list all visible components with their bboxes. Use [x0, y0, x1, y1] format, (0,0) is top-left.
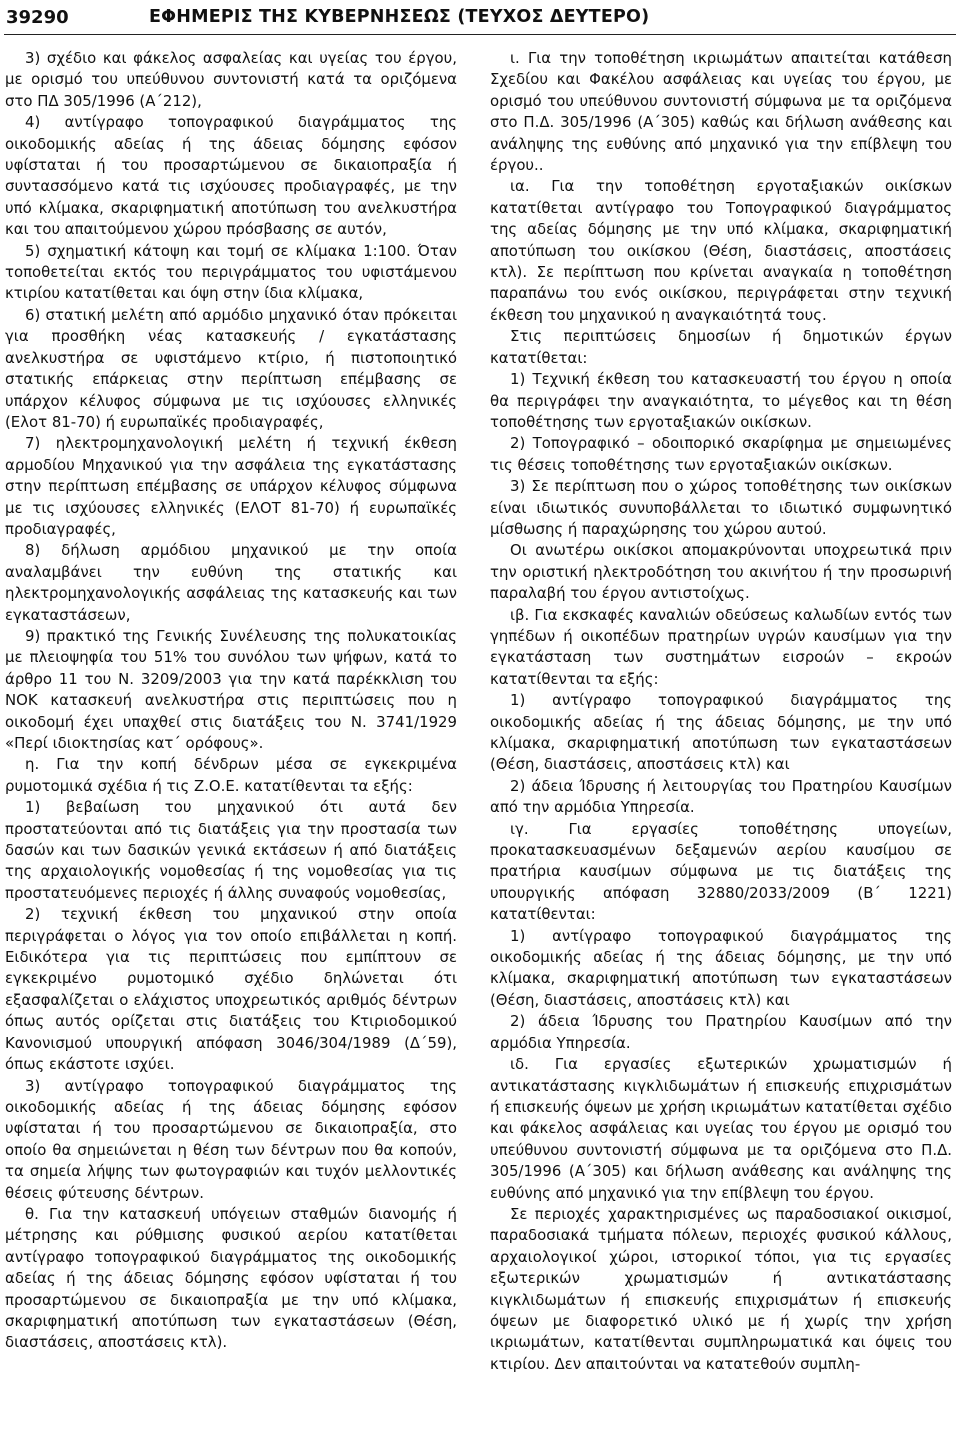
paragraph: 3) αντίγραφο τοπογραφικού διαγράμματος της οικοδομικής αδείας ή της άδειας δόμησης εφόσον υφίσταται ή του προσαρτώμενου σε δικαιοπραξία, στο οποίο θα σημειώνεται η θέση των δέντρων που θα κοπούν, τα σημεία λήψης των φωτογραφιών και τυχόν μελλοντικές θέσεις φύτευσης δέντρων. [5, 1076, 457, 1202]
paragraph: 5) σχηματική κάτοψη και τομή σε κλίμακα 1:100. Όταν τοποθετείται εκτός του περιγράμματος του υφιστάμενου κτιρίου κατατίθεται και όψη στην ίδια κλίμακα, [5, 241, 457, 303]
paragraph: Σε περιοχές χαρακτηρισμένες ως παραδοσιακοί οικισμοί, παραδοσιακά τμήματα πόλεων, περιοχές φυσικού κάλλους, αρχαιολογικοί χώροι, ιστορικοί τόποι, για τις εργασίες εξωτερικών χρωματισμών ή αντικατάστασης κιγκλιδωμάτων ή επισκευής επιχρισμάτων ή επισκευής όψεων με διαφορετικό υλικό με ή χωρίς την χρήση ικριωμάτων, κατατίθενται συμπληρωματικά και όψεις του κτιρίου. Δεν απαιτούνται να κατατεθούν συμπλη- [490, 1204, 952, 1373]
header-rule [4, 34, 956, 35]
paragraph: 1) Τεχνική έκθεση του κατασκευαστή του έργου η οποία θα περιγράφει την αναγκαιότητα, το μέγεθος και τη θέση τοποθέτησης των εργοταξιακών οικίσκων. [490, 370, 952, 431]
page-number: 39290 [6, 6, 69, 28]
right-column [490, 48, 952, 1375]
paragraph: 3) σχέδιο και φάκελος ασφαλείας και υγείας του έργου, με ορισμό του υπεύθυνου συντονιστή κατά τα οριζόμενα στο ΠΔ 305/1996 (Α΄212), [5, 49, 457, 110]
paragraph: Οι ανωτέρω οικίσκοι απομακρύνονται υποχρεωτικά πριν την οριστική ηλεκτροδότηση του ακινήτου ή την προσωρινή παραλαβή του έργου αντιστοίχως. [490, 541, 952, 603]
running-title: ΕΦΗΜΕΡΙΣ ΤΗΣ ΚΥΒΕΡΝΗΣΕΩΣ (ΤΕΥΧΟΣ ΔΕΥΤΕΡΟ) [149, 7, 650, 27]
paragraph: Στις περιπτώσεις δημοσίων ή δημοτικών έργων κατατίθεται: [490, 327, 952, 367]
paragraph: θ. Για την κατασκευή υπόγειων σταθμών διανομής ή μέτρησης και ρύθμισης φυσικού αερίου κατατίθεται αντίγραφο τοπογραφικού διαγράμματος της οικοδομικής αδείας ή της άδειας δόμησης εφόσον υφίσταται ή του προσαρτώμενου σε δικαιοπραξία με την υπό κλίμακα, σκαριφηματική αποτύπωση των εγκαταστάσεων (Θέση, διαστάσεις, αποστάσεις κτλ). [5, 1204, 457, 1352]
left-column [5, 48, 457, 1354]
paragraph: ιβ. Για εκσκαφές καναλιών οδεύσεως καλωδίων εντός των γηπέδων ή οικοπέδων πρατηρίων υγρών καυσίμων για την εγκατάσταση των συστημάτων εισροών – εκροών κατατίθενται τα εξής: [490, 605, 952, 688]
paragraph: 3) Σε περίπτωση που ο χώρος τοποθέτησης των οικίσκων είναι ιδιωτικός συνυποβάλλεται το ιδιωτικό συμφωνητικό μίσθωσης ή παραχώρησης του χώρου αυτού. [490, 477, 952, 538]
paragraph: 1) αντίγραφο τοπογραφικού διαγράμματος της οικοδομικής αδείας ή της άδειας δόμησης, με την υπό κλίμακα, σκαριφηματική αποτύπωση των εγκαταστάσεων (Θέση, διαστάσεις, αποστάσεις κτλ) και [490, 691, 952, 774]
paragraph: 8) δήλωση αρμόδιου μηχανικού με την οποία αναλαμβάνει την ευθύνη της στατικής και ηλεκτρομηχανολογικής ασφάλειας της κατασκευής και των εγκαταστάσεων, [5, 541, 457, 624]
paragraph: 9) πρακτικό της Γενικής Συνέλευσης της πολυκατοικίας με πλειοψηφία του 51% του συνόλου των ψήφων, κατά το άρθρο 11 του Ν. 3209/2003 για την κατά παρέκκλιση του ΝΟΚ κατασκευή ανελκυστήρα στις περιπτώσεις που η οικοδομή έχει υπαχθεί στις διατάξεις του Ν. 3741/1929 «Περί ιδιοκτησίας κατ΄ ορόφους». [5, 626, 457, 752]
paragraph: 6) στατική μελέτη από αρμόδιο μηχανικό όταν πρόκειται για προσθήκη νέας κατασκευής / εγκατάστασης ανελκυστήρα σε υφιστάμενο κτίριο, ή πιστοποιητικό στατικής επάρκειας στην περίπτωση επέμβασης σε υπάρχον κέλυφος σύμφωνα με τις ισχύουσες ελληνικές (Ελοτ 81-70) ή ευρωπαϊκές προδιαγραφές, [5, 305, 457, 431]
paragraph: 4) αντίγραφο τοπογραφικού διαγράμματος της οικοδομικής αδείας ή της άδειας δόμησης εφόσον υφίσταται ή του προσαρτώμενου σε δικαιοπραξία ή συντασσόμενο κατά τις ισχύουσες προδιαγραφές, με την υπό κλίμακα, σκαριφηματική αποτύπωση του ανελκυστήρα και του απαιτούμενου χώρου πρόσβασης σε αυτόν, [5, 113, 457, 239]
paragraph: 1) βεβαίωση του μηχανικού ότι αυτά δεν προστατεύονται από τις διατάξεις για την προστασία των δασών και των δασικών γενικά εκτάσεων ή από διατάξεις της αρχαιολογικής νομοθεσίας ή της νομοθεσίας για τις προστατευόμενες περιοχές ή άλλης συναφούς νομοθεσίας, [5, 798, 457, 902]
paragraph: 2) Τοπογραφικό – οδοιπορικό σκαρίφημα με σημειωμένες τις θέσεις τοποθέτησης των εργοταξιακών οικίσκων. [490, 434, 952, 474]
paragraph: ια. Για την τοποθέτηση εργοταξιακών οικίσκων κατατίθεται αντίγραφο του Τοπογραφικού διαγράμματος της αδείας δόμησης με την υπό κλίμακα, σκαριφηματική αποτύπωση του οικίσκου (Θέση, διαστάσεις, αποστάσεις κτλ). Σε περίπτωση που κρίνεται αναγκαία η τοποθέτηση παραπάνω του ενός οικίσκου, περιγράφεται στην τεχνική έκθεση του μηχανικού η αναγκαιότητά τους. [490, 177, 952, 324]
paragraph: ιγ. Για εργασίες τοποθέτησης υπογείων, προκατασκευασμένων δεξαμενών αερίου καυσίμου σε πρατήρια καυσίμων σύμφωνα με τις διατάξεις της υπουργικής απόφαση 32880/2033/2009 (Β΄ 1221) κατατίθενται: [490, 819, 952, 924]
paragraph: 2) άδεια Ίδρυσης ή λειτουργίας του Πρατηρίου Καυσίμων από την αρμόδια Υπηρεσία. [490, 776, 952, 817]
paragraph: 2) τεχνική έκθεση του μηχανικού στην οποία περιγράφεται ο λόγος για τον οποίο επιβάλλεται η κοπή. Ειδικότερα για τις περιπτώσεις που εμπίπτουν σε εγκεκριμένο ρυμοτομικό σχέδιο δηλώνεται ότι εξασφαλίζεται ο ελάχιστος υποχρεωτικός αριθμός δέντρων όπως αυτός ορίζεται στις διατάξεις του Κτιριοδομικού Κανονισμού υπουργική απόφαση 3046/304/1989 (Δ΄59), όπως εκάστοτε ισχύει. [5, 905, 457, 1074]
paragraph: 7) ηλεκτρομηχανολογική μελέτη ή τεχνική έκθεση αρμοδίου Μηχανικού για την ασφάλεια της εγκατάστασης στην περίπτωση επέμβασης σε υπάρχον κέλυφος σύμφωνα με τις ισχύουσες ελληνικές (ΕΛΟΤ 81-70) ή ευρωπαϊκές προδιαγραφές, [5, 434, 457, 538]
paragraph: 1) αντίγραφο τοπογραφικού διαγράμματος της οικοδομικής αδείας ή της άδειας δόμησης, με την υπό κλίμακα, σκαριφηματική αποτύπωση των εγκαταστάσεων (Θέση, διαστάσεις, αποστάσεις κτλ) και [490, 926, 952, 1009]
paragraph: ι. Για την τοποθέτηση ικριωμάτων απαιτείται κατάθεση Σχεδίου και Φακέλου ασφάλειας και υγείας του έργου, με ορισμό του υπεύθυνου συντονιστή σύμφωνα με τα οριζόμενα στο Π.Δ. 305/1996 (Α΄305) καθώς και δήλωση ανάθεσης και ανάληψης της ευθύνης από μηχανικό για την επίβλεψη του έργου.. [490, 49, 952, 175]
paragraph: η. Για την κοπή δένδρων μέσα σε εγκεκριμένα ρυμοτομικά σχέδια ή τις Ζ.Ο.Ε. κατατίθενται τα εξής: [5, 755, 457, 795]
paragraph: 2) άδεια Ίδρυσης του Πρατηρίου Καυσίμων από την αρμόδια Υπηρεσία. [490, 1012, 952, 1052]
page-header [6, 4, 954, 30]
paragraph: ιδ. Για εργασίες εξωτερικών χρωματισμών ή αντικατάστασης κιγκλιδωμάτων ή επισκευής επιχρισμάτων ή επισκευής όψεων με χρήση ικριωμάτων κατατίθεται σχέδιο και φάκελος ασφάλειας και υγείας του έργου με ορισμό του υπεύθυνου συντονιστή σύμφωνα με τα οριζόμενα στο Π.Δ. 305/1996 (Α΄305) και δήλωση ανάθεσης και ανάληψης της ευθύνης από μηχανικό για την επίβλεψη του έργου. [490, 1055, 952, 1202]
